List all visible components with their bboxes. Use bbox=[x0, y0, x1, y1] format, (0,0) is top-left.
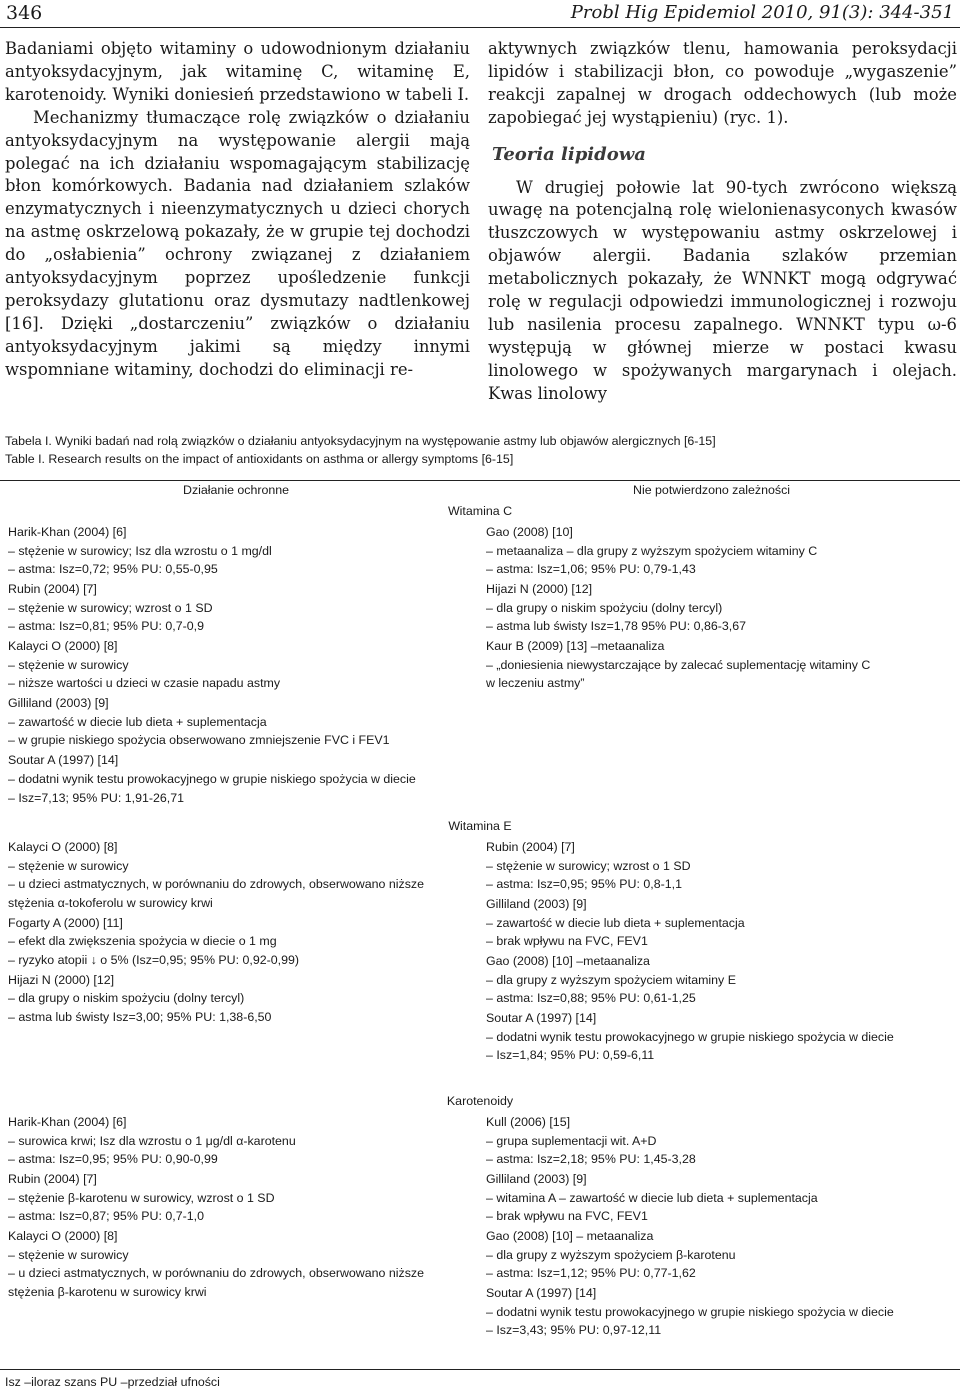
study-entry bbox=[8, 637, 478, 693]
page-number: 346 bbox=[6, 2, 43, 24]
study-finding: – w grupie niskiego spożycia obserwowano zmniejszenie FVC i FEV1 bbox=[8, 731, 478, 750]
study-finding-continuation: stężenia β-karotenu w surowicy krwi bbox=[8, 1284, 207, 1299]
study-finding: – zawartość w diecie lub dieta + suplementacja bbox=[486, 914, 956, 933]
study-entry bbox=[8, 1227, 478, 1301]
study-title: Rubin (2004) [7] bbox=[8, 582, 97, 597]
journal-citation: Probl Hig Epidemiol 2010, 91(3): 344-351 bbox=[570, 2, 954, 23]
table-top-rule bbox=[0, 480, 960, 481]
left-text-column bbox=[5, 38, 470, 382]
study-title: Kaur B (2009) [13] –metaanaliza bbox=[486, 639, 665, 654]
study-finding: – dodatni wynik testu prowokacyjnego w grupie niskiego spożycia w diecie bbox=[486, 1028, 956, 1047]
table-footnote: Isz –iloraz szans PU –przedział ufności bbox=[5, 1375, 220, 1389]
study-finding: – astma: Isz=0,95; 95% PU: 0,90-0,99 bbox=[8, 1150, 478, 1169]
study-entry bbox=[8, 751, 478, 807]
study-title: Gilliland (2003) [9] bbox=[486, 897, 587, 912]
study-finding: – astma: Isz=2,18; 95% PU: 1,45-3,28 bbox=[486, 1150, 956, 1169]
section-label-vitamin-e: Witamina E bbox=[448, 819, 512, 833]
study-finding: – Isz=7,13; 95% PU: 1,91-26,71 bbox=[8, 789, 478, 808]
study-entry bbox=[486, 838, 956, 894]
header-protective: Działanie ochronne bbox=[183, 483, 290, 497]
paragraph: Badaniami objęto witaminy o udowodnionym działaniu antyoksydacyjnym, jak witaminę C, witaminę E, karotenoidy. Wyniki doniesień przedstawiono w tabeli I. bbox=[5, 39, 470, 104]
study-finding: – u dzieci astmatycznych, w porównaniu do zdrowych, obserwowano niższe bbox=[8, 1264, 478, 1283]
paragraph: aktywnych związków tlenu, hamowania peroksydacji lipidów i stabilizacji błon, co powoduje „wygaszenie” reakcji zapalnej w drogach oddechowych (lub może zapobiegać jej wystąpieniu) (ryc. 1). bbox=[488, 39, 957, 127]
study-finding: – dodatni wynik testu prowokacyjnego w grupie niskiego spożycia w diecie bbox=[486, 1303, 956, 1322]
study-finding: – astma lub świsty Isz=3,00; 95% PU: 1,38-6,50 bbox=[8, 1008, 478, 1027]
study-finding: – grupa suplementacji wit. A+D bbox=[486, 1132, 956, 1151]
table-caption bbox=[5, 432, 955, 468]
study-title: Soutar A (1997) [14] bbox=[486, 1286, 597, 1301]
study-entry bbox=[486, 895, 956, 951]
study-entry bbox=[8, 1113, 478, 1169]
results-table bbox=[0, 478, 960, 1393]
study-finding: – u dzieci astmatycznych, w porównaniu do zdrowych, obserwowano niższe bbox=[8, 875, 478, 894]
study-finding: – metaanaliza – dla grupy z wyższym spożyciem witaminy C bbox=[486, 542, 956, 561]
study-finding-continuation: w leczeniu astmy” bbox=[486, 676, 585, 691]
study-title: Kalayci O (2000) [8] bbox=[8, 840, 118, 854]
study-finding: – dla grupy z wyższym spożyciem witaminy E bbox=[486, 971, 956, 990]
study-finding-continuation: stężenia α-tokoferolu w surowicy krwi bbox=[8, 895, 213, 910]
cell-carot-protective bbox=[8, 1113, 478, 1303]
study-title: Rubin (2004) [7] bbox=[486, 840, 575, 854]
study-finding: – stężenie w surowicy; Isz dla wzrostu o 1 mg/dl bbox=[8, 542, 478, 561]
study-entry bbox=[486, 523, 956, 579]
cell-carot-no-relation bbox=[486, 1113, 956, 1341]
section-heading: Teoria lipidowa bbox=[492, 143, 646, 165]
study-entry bbox=[486, 1227, 956, 1283]
study-finding: – efekt dla zwiększenia spożycia w diecie o 1 mg bbox=[8, 932, 478, 951]
study-entry bbox=[486, 637, 956, 693]
study-finding: – stężenie β-karotenu w surowicy, wzrost o 1 SD bbox=[8, 1189, 478, 1208]
study-title: Gao (2008) [10] – metaanaliza bbox=[486, 1229, 654, 1244]
study-finding: – astma: Isz=1,12; 95% PU: 0,77-1,62 bbox=[486, 1264, 956, 1283]
study-entry bbox=[8, 523, 478, 579]
paragraph: W drugiej połowie lat 90-tych zwrócono większą uwagę na potencjalną rolę wielonienasyconych kwasów tłuszczowych w występowaniu astmy oskrzelowej i objawów alergii. Badania szlaków przemian metabolicznych pokazały, że WNNKT mogą odgrywać rolę w regulacji odpowiedzi immunologicznej i rozwoju lub nasilenia procesu zapalnego. WNNKT typu ω-6 występują w głównej mierze w postaci kwasu linolowego w spożywanych margarynach i olejach. Kwas linolowy bbox=[488, 177, 957, 403]
study-title: Rubin (2004) [7] bbox=[8, 1172, 97, 1187]
study-finding: – ryzyko atopii ↓ o 5% (Isz=0,95; 95% PU: 0,92-0,99) bbox=[8, 951, 478, 970]
study-finding: – surowica krwi; Isz dla wzrostu o 1 μg/dl α-karotenu bbox=[8, 1132, 478, 1151]
study-finding: – brak wpływu na FVC, FEV1 bbox=[486, 1207, 956, 1226]
study-title: Soutar A (1997) [14] bbox=[8, 753, 119, 768]
cell-vitc-protective bbox=[8, 523, 478, 808]
study-title: Gilliland (2003) [9] bbox=[486, 1172, 587, 1187]
study-title: Kalayci O (2000) [8] bbox=[8, 639, 118, 654]
study-entry bbox=[486, 1009, 956, 1065]
study-title: Harik-Khan (2004) [6] bbox=[8, 525, 127, 539]
study-entry bbox=[8, 580, 478, 636]
study-finding: – brak wpływu na FVC, FEV1 bbox=[486, 932, 956, 951]
study-title: Gao (2008) [10] –metaanaliza bbox=[486, 954, 650, 969]
study-finding: – dla grupy z wyższym spożyciem β-karotenu bbox=[486, 1246, 956, 1265]
study-title: Soutar A (1997) [14] bbox=[486, 1011, 597, 1026]
study-finding: – stężenie w surowicy; wzrost o 1 SD bbox=[8, 599, 478, 618]
table-bottom-rule bbox=[0, 1369, 960, 1370]
cell-vite-no-relation bbox=[486, 838, 956, 1066]
study-finding: – zawartość w diecie lub dieta + suplementacja bbox=[8, 713, 478, 732]
study-finding: – Isz=3,43; 95% PU: 0,97-12,11 bbox=[486, 1321, 956, 1340]
study-entry bbox=[486, 952, 956, 1008]
study-entry bbox=[8, 1170, 478, 1226]
study-finding: – dla grupy o niskim spożyciu (dolny tercyl) bbox=[486, 599, 956, 618]
study-finding: – astma: Isz=0,81; 95% PU: 0,7-0,9 bbox=[8, 617, 478, 636]
study-finding: – astma: Isz=0,95; 95% PU: 0,8-1,1 bbox=[486, 875, 956, 894]
study-title: Hijazi N (2000) [12] bbox=[486, 582, 593, 597]
study-entry bbox=[486, 1284, 956, 1340]
right-text-column bbox=[488, 38, 957, 406]
study-title: Harik-Khan (2004) [6] bbox=[8, 1115, 127, 1129]
study-finding: – „doniesienia niewystarczające by zalecać suplementację witaminy C bbox=[486, 656, 956, 675]
study-entry bbox=[486, 1113, 956, 1169]
study-title: Kalayci O (2000) [8] bbox=[8, 1229, 118, 1244]
study-finding: – dla grupy o niskim spożyciu (dolny tercyl) bbox=[8, 989, 478, 1008]
section-label-vitamin-c: Witamina C bbox=[447, 504, 513, 518]
paragraph: Mechanizmy tłumaczące rolę związków o działaniu antyoksydacyjnym na występowanie alergii mają polegać na ich działaniu wspomagającym stabilizację błon komórkowych. Badania nad działaniem szlaków enzymatycznych i nieenzymatycznych u dzieci chorych na astmę oskrzelową pokazały, że w grupie tej dochodzi do „osłabienia” ochrony związanej z działaniem antyoksydacyjnym poprzez upośledzenie funkcji peroksydazy glutationu oraz dysmutazy nadtlenkowej [16]. Dzięki „dostarczeniu” związków o działaniu antyoksydacyjnym jakimi są między innymi wspomniane witaminy, dochodzi do eliminacji re- bbox=[5, 107, 470, 379]
study-finding: – Isz=1,84; 95% PU: 0,59-6,11 bbox=[486, 1046, 956, 1065]
study-finding: – stężenie w surowicy bbox=[8, 656, 478, 675]
study-finding: – stężenie w surowicy bbox=[8, 1246, 478, 1265]
study-entry bbox=[486, 1170, 956, 1226]
header-no-relation: Nie potwierdzono zależności bbox=[633, 483, 791, 497]
study-entry bbox=[8, 694, 478, 750]
study-title: Gao (2008) [10] bbox=[486, 525, 573, 539]
study-title: Fogarty A (2000) [11] bbox=[8, 915, 123, 930]
cell-vitc-no-relation bbox=[486, 523, 956, 694]
study-entry bbox=[8, 971, 478, 1027]
study-finding: – stężenie w surowicy; wzrost o 1 SD bbox=[486, 857, 956, 876]
study-title: Hijazi N (2000) [12] bbox=[8, 972, 115, 987]
study-finding: – astma: Isz=0,88; 95% PU: 0,61-1,25 bbox=[486, 989, 956, 1008]
study-finding: – astma: Isz=1,06; 95% PU: 0,79-1,43 bbox=[486, 560, 956, 579]
caption-en: Table I. Research results on the impact of antioxidants on asthma or allergy symptoms [6-15] bbox=[5, 452, 514, 466]
study-finding: – astma lub świsty Isz=1,78 95% PU: 0,86-3,67 bbox=[486, 617, 956, 636]
study-title: Gilliland (2003) [9] bbox=[8, 696, 109, 711]
study-finding: – stężenie w surowicy bbox=[8, 857, 478, 876]
study-title: Kull (2006) [15] bbox=[486, 1115, 571, 1129]
header-rule bbox=[0, 27, 960, 28]
caption-pl: Tabela I. Wyniki badań nad rolą związków o działaniu antyoksydacyjnym na występowanie astmy lub objawów alergicznych [6-15] bbox=[5, 434, 716, 448]
study-finding: – astma: Isz=0,72; 95% PU: 0,55-0,95 bbox=[8, 560, 478, 579]
study-entry bbox=[8, 914, 478, 970]
study-finding: – astma: Isz=0,87; 95% PU: 0,7-1,0 bbox=[8, 1207, 478, 1226]
study-entry bbox=[486, 580, 956, 636]
study-entry bbox=[8, 838, 478, 912]
study-finding: – dodatni wynik testu prowokacyjnego w grupie niskiego spożycia w diecie bbox=[8, 770, 478, 789]
study-finding: – niższe wartości u dzieci w czasie napadu astmy bbox=[8, 674, 478, 693]
section-label-carotenoids: Karotenoidy bbox=[446, 1094, 514, 1108]
study-finding: – witamina A – zawartość w diecie lub dieta + suplementacja bbox=[486, 1189, 956, 1208]
cell-vite-protective bbox=[8, 838, 478, 1028]
